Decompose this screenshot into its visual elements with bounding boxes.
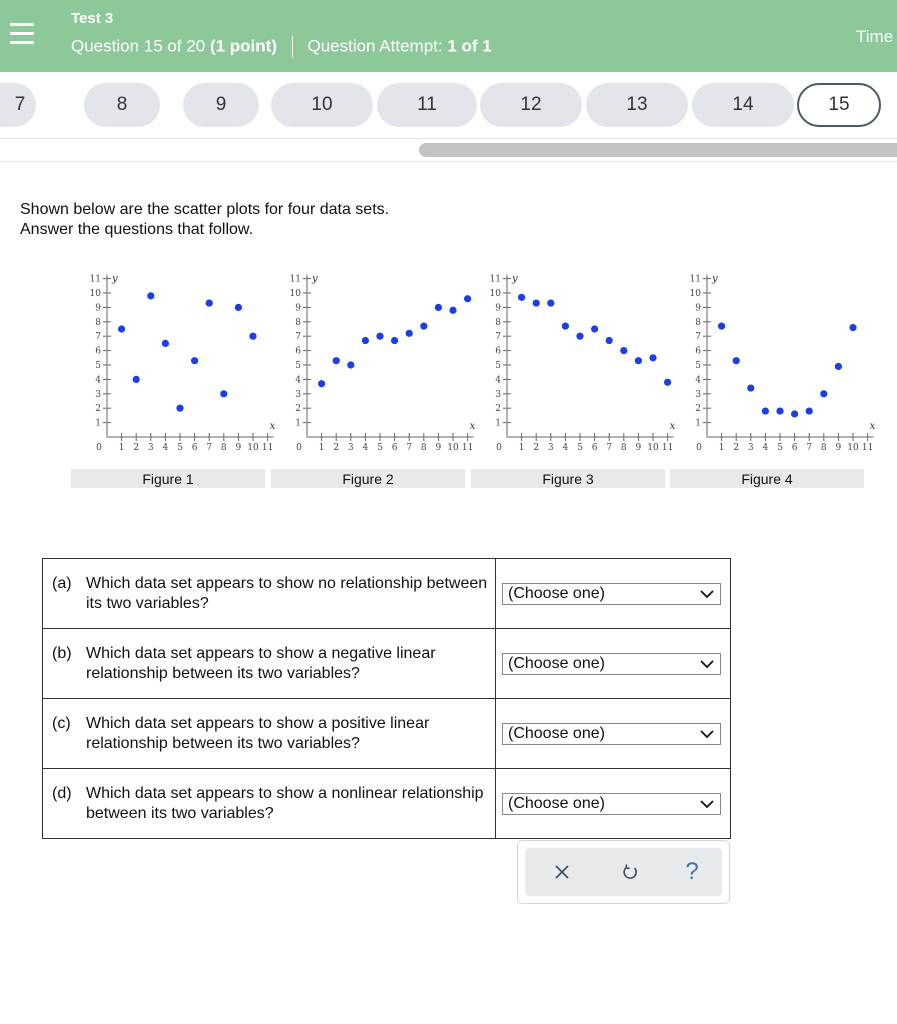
x-tick-label: 9 [835, 443, 842, 453]
answer-cell [496, 699, 731, 769]
y-tick-label: 9 [495, 303, 501, 314]
y-tick-label: 3 [695, 389, 701, 400]
data-point [533, 299, 540, 306]
question-button-7[interactable]: 7 [0, 83, 36, 127]
x-axis-label: x [469, 421, 476, 432]
x-axis-label: x [869, 421, 876, 432]
data-point [220, 390, 227, 397]
figure-1-caption: Figure 1 [71, 469, 265, 488]
x-tick-label: 4 [562, 443, 569, 453]
nav-scrollbar[interactable] [419, 143, 897, 157]
data-point [362, 337, 369, 344]
y-tick-label: 8 [295, 317, 301, 328]
chevron-down-icon [700, 729, 714, 739]
y-tick-label: 10 [289, 289, 301, 299]
answer-select-a[interactable] [502, 583, 721, 605]
x-tick-label: 9 [635, 443, 642, 453]
x-tick-label: 11 [261, 443, 274, 453]
question-button-8[interactable]: 8 [84, 83, 160, 127]
x-tick-label: 10 [847, 443, 859, 453]
y-tick-label: 10 [89, 289, 101, 299]
scatter-plot-1 [69, 262, 276, 462]
menu-icon[interactable] [8, 20, 36, 50]
y-tick-label: 7 [495, 332, 501, 343]
questions-table [42, 558, 731, 839]
x-tick-label: 7 [406, 443, 413, 453]
test-title: Test 3 [71, 10, 114, 27]
x-tick-label: 6 [391, 443, 398, 453]
x-tick-label: 0 [496, 443, 502, 453]
question-letter: (b) [52, 644, 72, 662]
y-tick-label: 11 [89, 274, 101, 285]
select-value: (Choose one) [508, 654, 605, 672]
data-point [406, 330, 413, 337]
y-tick-label: 8 [695, 317, 701, 328]
answer-select-b[interactable] [502, 653, 721, 675]
y-tick-label: 3 [495, 389, 501, 400]
y-tick-label: 6 [695, 346, 701, 357]
y-axis-label: y [712, 273, 718, 285]
x-tick-label: 8 [620, 443, 627, 453]
y-tick-label: 9 [695, 303, 701, 314]
y-tick-label: 2 [295, 404, 301, 415]
data-point [806, 407, 813, 414]
data-point [118, 325, 125, 332]
select-value: (Choose one) [508, 794, 605, 812]
y-tick-label: 6 [495, 346, 501, 357]
x-tick-label: 1 [318, 443, 325, 453]
x-tick-label: 4 [362, 443, 369, 453]
data-point [620, 347, 627, 354]
x-tick-label: 6 [791, 443, 798, 453]
header-divider [292, 36, 293, 58]
data-point [176, 405, 183, 412]
x-tick-label: 11 [661, 443, 674, 453]
scatter-svg-4 [669, 262, 876, 462]
question-intro [20, 200, 389, 240]
answer-cell [496, 559, 731, 629]
x-tick-label: 10 [647, 443, 659, 453]
y-tick-label: 10 [489, 289, 501, 299]
y-tick-label: 1 [695, 418, 701, 429]
answer-cell [496, 629, 731, 699]
top-header [0, 0, 897, 72]
x-tick-label: 2 [333, 443, 340, 453]
y-tick-label: 2 [695, 404, 701, 415]
x-tick-label: 8 [420, 443, 427, 453]
x-tick-label: 0 [296, 443, 302, 453]
undo-button[interactable] [615, 856, 645, 888]
data-point [747, 384, 754, 391]
figure-2-caption: Figure 2 [271, 469, 465, 488]
x-tick-label: 1 [718, 443, 725, 453]
x-tick-label: 5 [177, 443, 183, 453]
question-text: Which data set appears to show a negative linear relationship between its two variables? [86, 644, 436, 682]
y-tick-label: 7 [95, 332, 101, 343]
answer-cell [496, 769, 731, 839]
question-cell [43, 559, 496, 629]
select-value: (Choose one) [508, 584, 605, 602]
divider [0, 161, 897, 162]
data-point [718, 323, 725, 330]
y-tick-label: 6 [295, 346, 301, 357]
answer-select-d[interactable] [502, 793, 721, 815]
data-point [235, 304, 242, 311]
data-point [391, 337, 398, 344]
data-point [518, 294, 525, 301]
question-nav [0, 72, 897, 139]
data-point [576, 333, 583, 340]
chevron-down-icon [700, 659, 714, 669]
y-tick-label: 5 [695, 361, 701, 371]
y-tick-label: 11 [289, 274, 301, 285]
x-tick-label: 7 [606, 443, 613, 453]
y-tick-label: 1 [495, 418, 501, 429]
y-tick-label: 6 [95, 346, 101, 357]
scatter-svg-3 [469, 262, 676, 462]
data-point [191, 357, 198, 364]
data-point [849, 324, 856, 331]
x-tick-label: 10 [247, 443, 259, 453]
x-tick-label: 4 [162, 443, 169, 453]
clear-button[interactable] [547, 856, 577, 888]
help-button[interactable]: ? [685, 858, 699, 885]
close-icon [554, 864, 570, 880]
x-tick-label: 5 [577, 443, 583, 453]
data-point [133, 376, 140, 383]
chevron-down-icon [700, 799, 714, 809]
data-point [591, 325, 598, 332]
x-tick-label: 9 [235, 443, 242, 453]
x-tick-label: 5 [777, 443, 783, 453]
attempt-value: 1 of 1 [447, 36, 492, 56]
question-cell [43, 769, 496, 839]
x-tick-label: 11 [461, 443, 474, 453]
question-button-11[interactable]: 11 [377, 83, 477, 127]
x-tick-label: 6 [591, 443, 598, 453]
question-text: Which data set appears to show a positive linear relationship between its two variables? [86, 714, 430, 752]
y-tick-label: 9 [295, 303, 301, 314]
y-tick-label: 11 [689, 274, 701, 285]
y-tick-label: 8 [95, 317, 101, 328]
question-button-15[interactable]: 15 [797, 83, 881, 127]
data-point [762, 407, 769, 414]
attempt-label: Question Attempt: [307, 36, 443, 56]
timer-label[interactable]: Time [856, 27, 894, 46]
question-button-14[interactable]: 14 [692, 83, 794, 127]
x-tick-label: 8 [820, 443, 827, 453]
data-point [435, 304, 442, 311]
question-button-12[interactable]: 12 [480, 83, 582, 127]
y-tick-label: 8 [495, 317, 501, 328]
y-axis-label: y [312, 273, 318, 285]
question-text: Which data set appears to show a nonlinear relationship between its two variables? [86, 784, 484, 822]
scatter-svg-2 [269, 262, 476, 462]
x-tick-label: 6 [191, 443, 198, 453]
x-axis-label: x [269, 421, 276, 432]
x-tick-label: 7 [206, 443, 213, 453]
x-tick-label: 10 [447, 443, 459, 453]
data-point [162, 340, 169, 347]
data-point [733, 357, 740, 364]
y-tick-label: 5 [495, 361, 501, 371]
data-point [635, 357, 642, 364]
question-points: (1 point) [209, 36, 277, 56]
data-point [420, 323, 427, 330]
data-point [249, 333, 256, 340]
y-tick-label: 4 [495, 375, 501, 386]
figure-3-caption: Figure 3 [471, 469, 665, 488]
data-point [547, 299, 554, 306]
data-point [318, 380, 325, 387]
y-tick-label: 3 [95, 389, 101, 400]
x-tick-label: 0 [96, 443, 102, 453]
x-tick-label: 7 [806, 443, 813, 453]
y-tick-label: 2 [495, 404, 501, 415]
scatter-svg-1 [69, 262, 276, 462]
y-tick-label: 4 [295, 375, 301, 386]
x-tick-label: 2 [533, 443, 540, 453]
data-point [347, 361, 354, 368]
undo-icon [621, 863, 639, 881]
data-point [333, 357, 340, 364]
question-status [71, 36, 492, 58]
data-point [791, 410, 798, 417]
question-button-13[interactable]: 13 [586, 83, 688, 127]
toolbar-inner [525, 848, 722, 896]
y-tick-label: 1 [95, 418, 101, 429]
x-tick-label: 3 [747, 443, 754, 453]
y-tick-label: 10 [689, 289, 701, 299]
question-letter: (d) [52, 784, 72, 802]
scatter-plot-4 [669, 262, 876, 462]
y-tick-label: 4 [95, 375, 101, 386]
question-row-d [43, 769, 731, 839]
answer-select-c[interactable] [502, 723, 721, 745]
data-point [562, 323, 569, 330]
y-tick-label: 7 [695, 332, 701, 343]
y-axis-label: y [112, 273, 118, 285]
y-tick-label: 5 [95, 361, 101, 371]
data-point [147, 292, 154, 299]
scatter-plot-2 [269, 262, 476, 462]
question-cell [43, 699, 496, 769]
x-tick-label: 0 [696, 443, 702, 453]
question-button-10[interactable]: 10 [271, 83, 373, 127]
x-tick-label: 1 [118, 443, 125, 453]
select-value: (Choose one) [508, 724, 605, 742]
chevron-down-icon [700, 589, 714, 599]
data-point [835, 363, 842, 370]
y-tick-label: 11 [489, 274, 501, 285]
x-tick-label: 4 [762, 443, 769, 453]
data-point [606, 337, 613, 344]
answer-toolbar [517, 840, 730, 904]
question-letter: (c) [52, 714, 71, 732]
data-point [206, 299, 213, 306]
x-tick-label: 5 [377, 443, 383, 453]
x-tick-label: 3 [347, 443, 354, 453]
scatter-plot-3 [469, 262, 676, 462]
x-tick-label: 2 [733, 443, 740, 453]
question-letter: (a) [52, 574, 72, 592]
x-tick-label: 11 [861, 443, 874, 453]
y-tick-label: 4 [695, 375, 701, 386]
data-point [820, 390, 827, 397]
question-text: Which data set appears to show no relationship between its two variables? [86, 574, 488, 612]
intro-line-1: Shown below are the scatter plots for four data sets. [20, 201, 390, 218]
data-point [776, 407, 783, 414]
figure-4-caption: Figure 4 [670, 469, 864, 488]
y-tick-label: 2 [95, 404, 101, 415]
question-row-b [43, 629, 731, 699]
y-tick-label: 1 [295, 418, 301, 429]
question-button-9[interactable]: 9 [183, 83, 259, 127]
x-tick-label: 1 [518, 443, 525, 453]
y-tick-label: 3 [295, 389, 301, 400]
question-row-a [43, 559, 731, 629]
question-cell [43, 629, 496, 699]
x-tick-label: 3 [147, 443, 154, 453]
question-row-c [43, 699, 731, 769]
data-point [649, 354, 656, 361]
intro-line-2: Answer the questions that follow. [20, 221, 254, 238]
x-tick-label: 3 [547, 443, 554, 453]
y-tick-label: 7 [295, 332, 301, 343]
y-tick-label: 5 [295, 361, 301, 371]
x-tick-label: 8 [220, 443, 227, 453]
data-point [376, 333, 383, 340]
x-tick-label: 2 [133, 443, 140, 453]
question-counter: Question 15 of 20 [71, 36, 206, 56]
data-point [449, 307, 456, 314]
x-tick-label: 9 [435, 443, 442, 453]
x-axis-label: x [669, 421, 676, 432]
y-axis-label: y [512, 273, 518, 285]
y-tick-label: 9 [95, 303, 101, 314]
